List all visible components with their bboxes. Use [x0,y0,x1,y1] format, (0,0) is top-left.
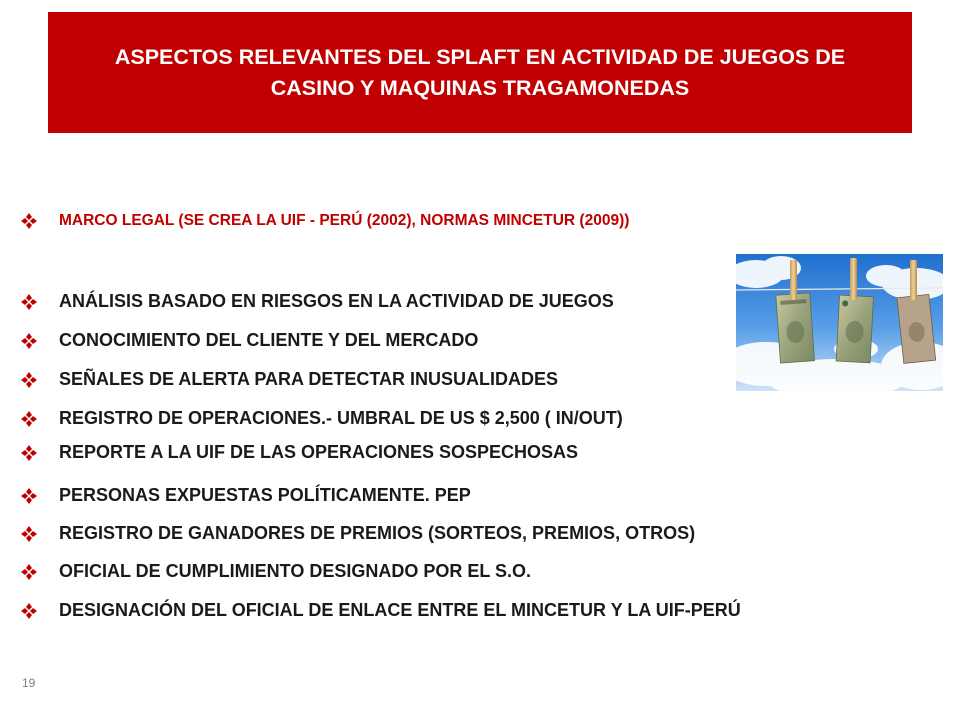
bullet-text: ANÁLISIS BASADO EN RIESGOS EN LA ACTIVIDAD DE JUEGOS [59,291,614,311]
bullet-item-conocimiento-cliente [20,330,478,351]
bullet-item-analisis-riesgos [20,291,614,312]
diamond-star-bullet-icon [20,332,38,350]
bullet-text: REGISTRO DE OPERACIONES.- UMBRAL DE US $ 2,500 ( IN/OUT) [59,408,623,428]
bullet-item-registro-operaciones [20,408,623,429]
bullet-item-pep [20,485,471,506]
diamond-star-bullet-icon [20,444,38,462]
bullet-item-registro-ganadores [20,523,695,544]
bullet-text: PERSONAS EXPUESTAS POLÍTICAMENTE. PEP [59,485,471,505]
diamond-star-bullet-icon [20,487,38,505]
bullet-item-marco-legal [20,212,629,230]
diamond-star-bullet-icon [20,293,38,311]
bullet-item-oficial-cumplimiento [20,561,531,582]
diamond-star-bullet-icon [20,602,38,620]
diamond-star-bullet-icon [20,563,38,581]
diamond-star-bullet-icon [20,371,38,389]
bullet-item-reporte-uif [20,442,578,463]
diamond-star-bullet-icon [20,410,38,428]
bullet-item-oficial-enlace [20,600,741,621]
money-clothesline-photo [736,254,943,391]
diamond-star-bullet-icon [20,525,38,543]
bullet-text: SEÑALES DE ALERTA PARA DETECTAR INUSUALIDADES [59,369,559,389]
bullet-text: CONOCIMIENTO DEL CLIENTE Y DEL MERCADO [59,330,479,350]
bullet-item-senales-alerta [20,369,558,390]
bullet-text: REPORTE A LA UIF DE LAS OPERACIONES SOSPECHOSAS [59,442,579,462]
slide-title: ASPECTOS RELEVANTES DEL SPLAFT EN ACTIVIDAD DE JUEGOS DE CASINO Y MAQUINAS TRAGAMONEDAS [114,44,846,100]
bullet-text: MARCO LEGAL (SE CREA LA UIF - PERÚ (2002), NORMAS MINCETUR (2009)) [59,212,630,229]
bullet-text: DESIGNACIÓN DEL OFICIAL DE ENLACE ENTRE EL MINCETUR Y LA UIF-PERÚ [59,600,741,620]
title-banner [48,12,912,133]
diamond-star-bullet-icon [20,212,38,230]
page-number: 19 [22,676,36,690]
bullet-text: REGISTRO DE GANADORES DE PREMIOS (SORTEOS, PREMIOS, OTROS) [59,523,696,543]
bullet-text: OFICIAL DE CUMPLIMIENTO DESIGNADO POR EL S.O. [59,561,532,581]
